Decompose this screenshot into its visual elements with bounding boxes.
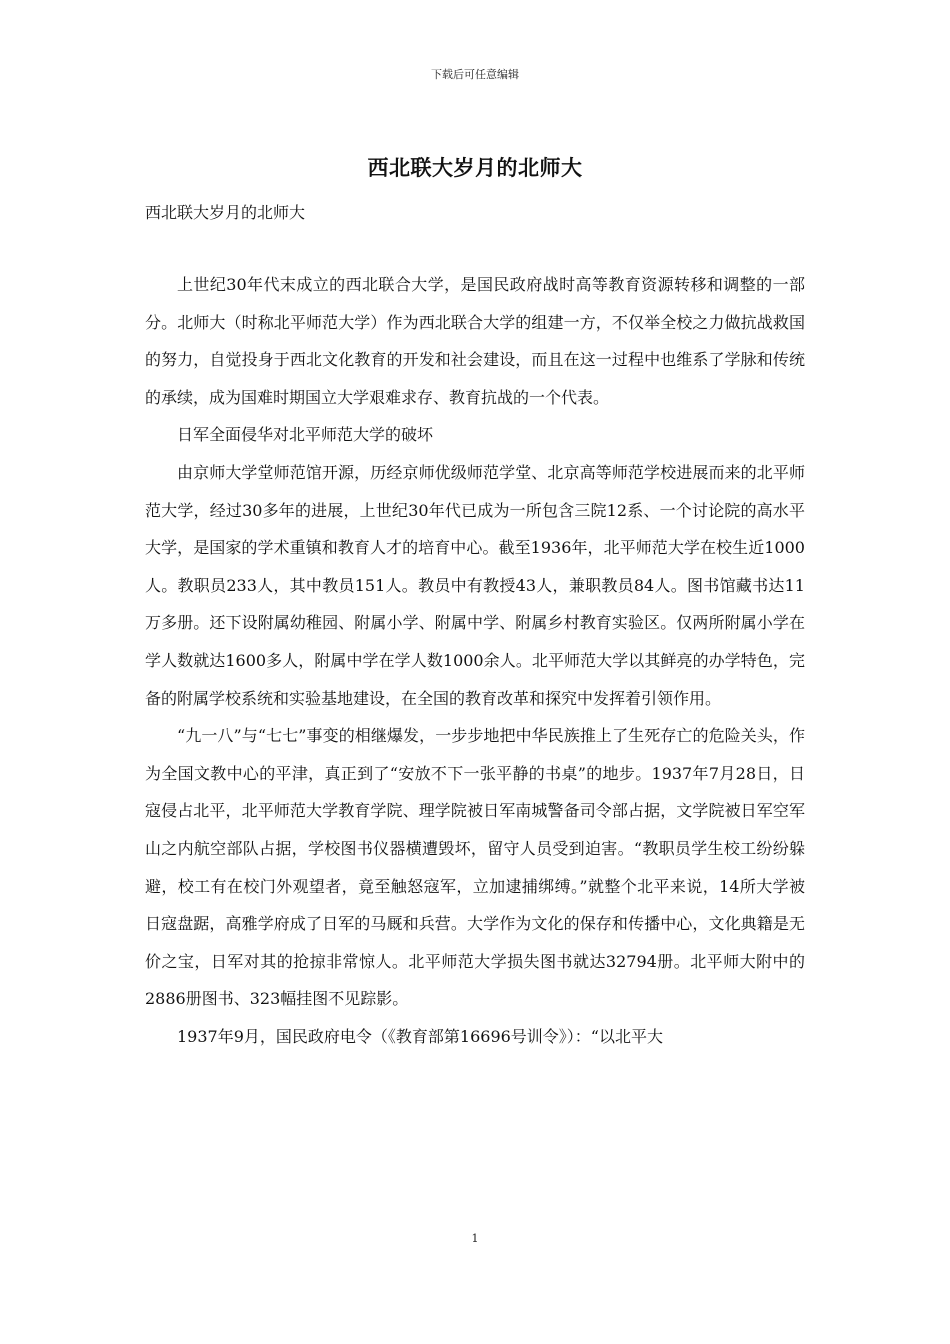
page-header: 下载后可任意编辑 [431,68,519,81]
section-heading: 日军全面侵华对北平师范大学的破坏 [177,425,434,445]
document-title: 西北联大岁月的北师大 [367,155,583,180]
paragraph-relocation: 1937年9月，国民政府电令（《教育部第16696号训令》）：“以北平大 [177,1026,663,1046]
page-number: 1 [471,1232,479,1245]
paragraph-intro: 上世纪30年代末成立的西北联合大学，是国民政府战时高等教育资源转移和调整的一部分。北师大（时称北平师范大学）作为西北联合大学的组建一方，不仅举全校之力做抗战救国的努力，自觉投身于西北文化教育的开发和社会建设，而且在这一过程中也维系了学脉和传统的承续，成为国难时期国立大学艰难求存、教育抗战的一个代表。 [145,275,805,407]
paragraph-occupation: “九一八”与“七七”事变的相继爆发，一步步地把中华民族推上了生死存亡的危险关头，作为全国文教中心的平津，真正到了“安放不下一张平静的书桌”的地步。1937年7月28日，日寇侵占北平，北平师范大学教育学院、理学院被日军南城警备司令部占据，文学院被日军空军山之内航空部队占据，学校图书仪器横遭毁坏，留守人员受到迫害。“教职员学生校工纷纷躲避，校工有在校门外观望者，竟至触怒寇军，立加逮捕绑缚。”就整个北平来说，14所大学被日寇盘踞，高雅学府成了日军的马厩和兵营。大学作为文化的保存和传播中心，文化典籍是无价之宝，日军对其的抢掠非常惊人。北平师范大学损失图书就达32794册。北平师大附中的2886册图书、323幅挂图不见踪影。 [145,726,805,1009]
document-subtitle: 西北联大岁月的北师大 [145,203,306,222]
paragraph-history: 由京师大学堂师范馆开源，历经京师优级师范学堂、北京高等师范学校进展而来的北平师范大学，经过30多年的进展，上世纪30年代已成为一所包含三院12系、一个讨论院的高水平大学，是国家的学术重镇和教育人才的培育中心。截至1936年，北平师范大学在校生近1000人。教职员233人，其中教员151人。教员中有教授43人，兼职教员84人。图书馆藏书达11万多册。还下设附属幼稚园、附属小学、附属中学、附属乡村教育实验区。仅两所附属小学在学人数就达1600多人，附属中学在学人数1000余人。北平师范大学以其鲜亮的办学特色，完备的附属学校系统和实验基地建设，在全国的教育改革和探究中发挥着引领作用。 [145,462,805,708]
document-body [145,266,805,1055]
